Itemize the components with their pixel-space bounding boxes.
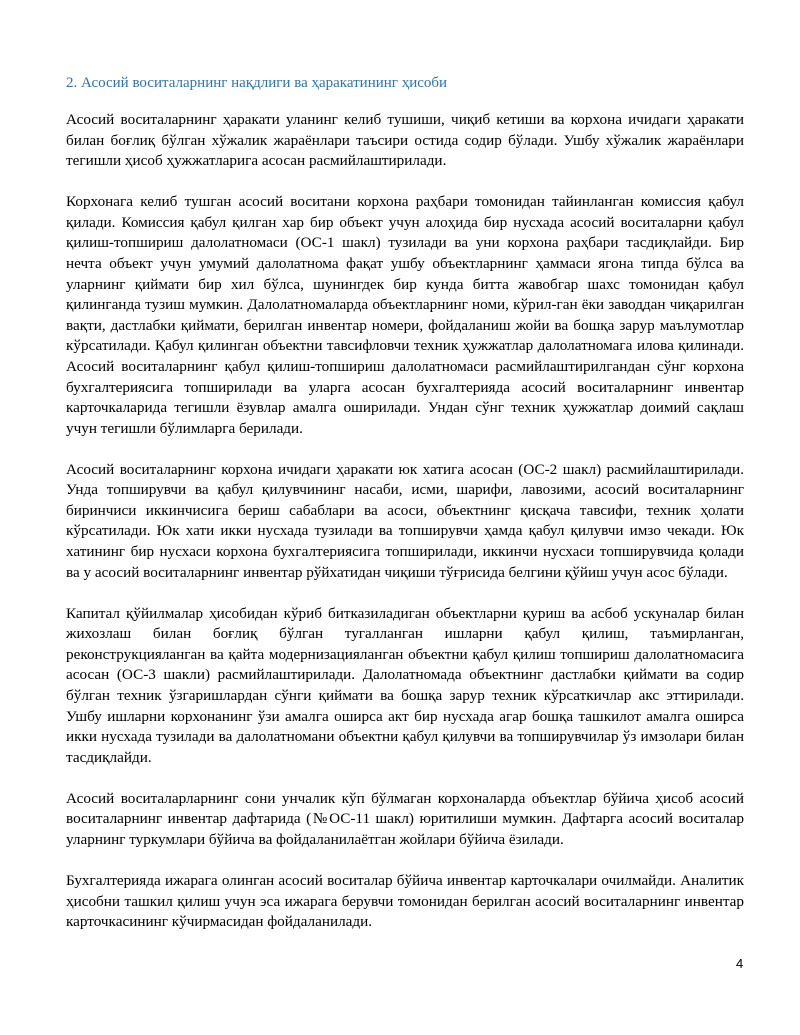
paragraph: Корхонага келиб тушган асосий воситани корхона раҳбари томонидан тайинланган комиссия қабул қилади. Комиссия қабул қилган хар бир объект учун алоҳида бир нусхада асосий воситаларни қабул қилиш-топшириш далолатномаси (ОС-1 шакл) тузилади ва уни корхона раҳбари тасдиқлайди. Бир нечта объект учун умумий далолатнома фақат ушбу объектларнинг ҳаммаси ягона типда бўлса ва уларнинг қиймати бир хил бўлса, шунингдек бир кунда битта жавобгар шахс томонидан қабул қилинганда тузиш мумкин. Далолатномаларда объектларнинг номи, кўрил-ган ёки заводдан чиқарилган вақти, дастлабки қиймати, берилган инвентар номери, фойдаланиш жойи ва бошқа зарур маълумотлар кўрсатилади. Қабул қилинган объектни тавсифловчи техник ҳужжатлар далолатномага илова қилинади. Асосий воситаларнинг қабул қилиш-топшириш далолатномаси расмийлаштирилгандан сўнг корхона бухгалтериясига топширилади ва уларга асосан бухгалтерияда асосий воситаларнинг инвентар карточкаларида тегишли ёзувлар амалга оширилади. Ундан сўнг техник ҳужжатлар доимий сақлаш учун тегишли бўлимларга берилади. xyxy=(66,193,744,437)
paragraph: Капитал қўйилмалар ҳисобидан кўриб битказиладиган объектларни қуриш ва асбоб ускуналар билан жихозлаш билан боғлиқ бўлган тугалланган ишларни қабул қилиш, таъмирланган, реконструкцияланган ва қайта модернизацияланган объектни қабул қилиш топшириш далолатномасига асосан (ОС-3 шакли) расмийлаштирилади. Далолатномада объектнинг дастлабки қиймати ва содир бўлган техник ўзгаришлардан сўнги қиймати ва бошқа зарур техник кўрсаткичлар акс эттирилади. Ушбу ишларни корхонанинг ўзи амалга оширса акт бир нусхада агар бошқа ташкилот амалга оширса икки нусхада тузилади ва далолатномани объектни қабул қилувчи ва топширувчилар ўз имзолари билан тасдиқлайди. xyxy=(66,604,744,766)
paragraph: Асосий воситаларнинг корхона ичидаги ҳаракати юк хатига асосан (ОС-2 шакл) расмийлаштирилади. Унда топширувчи ва қабул қилувчининг насаби, исми, шарифи, лавозими, асосий воситаларнинг биринчиси иккинчисига бериш сабаблари ва асоси, объектнинг қисқача тавсифи, техник ҳолати кўрсатилади. Юк хати икки нусхада тузилади ва топширувчи ҳамда қабул қилувчи имзо чекади. Юк хатининг бир нусхаси корхона бухгалтериясига топширилади, иккинчи нусхаси топширувчида қолади ва у асосий воситаларнинг инвентар рўйхатидан чиқиши тўғрисида белгини қўйиш учун асос бўлади. xyxy=(66,460,744,581)
section-heading: 2. Асосий воситаларнинг нақдлиги ва ҳаракатининг ҳисоби xyxy=(66,75,448,91)
page-number: 4 xyxy=(736,956,744,971)
paragraph: Бухгалтерияда ижарага олинган асосий воситалар бўйича инвентар карточкалари очилмайди. Аналитик ҳисобни ташкил қилиш учун эса ижарага берувчи томонидан берилган асосий воситаларнинг инвентар карточкасининг кўчирмасидан фойдаланилади. xyxy=(66,871,744,931)
paragraph: Асосий воситаларнинг ҳаракати уланинг келиб тушиши, чиқиб кетиши ва корхона ичидаги ҳаракати билан боғлиқ бўлган хўжалик жараёнлари таъсири остида содир бўлади. Ушбу хўжалик жараёнлари тегишли ҳисоб ҳужжатларига асосан расмийлаштирилади. xyxy=(66,111,744,170)
paragraph: Асосий воситаларларнинг сони унчалик кўп бўлмаган корхоналарда объектлар бўйича ҳисоб асосий воситаларнинг инвентар дафтарида (№ОС-11 шакл) юритилиши мумкин. Дафтарга асосий воситалар уларнинг туркумлари бўйича ва фойдаланилаётган жойлари бўйича ёзилади. xyxy=(66,789,744,848)
document-body xyxy=(66,110,744,953)
